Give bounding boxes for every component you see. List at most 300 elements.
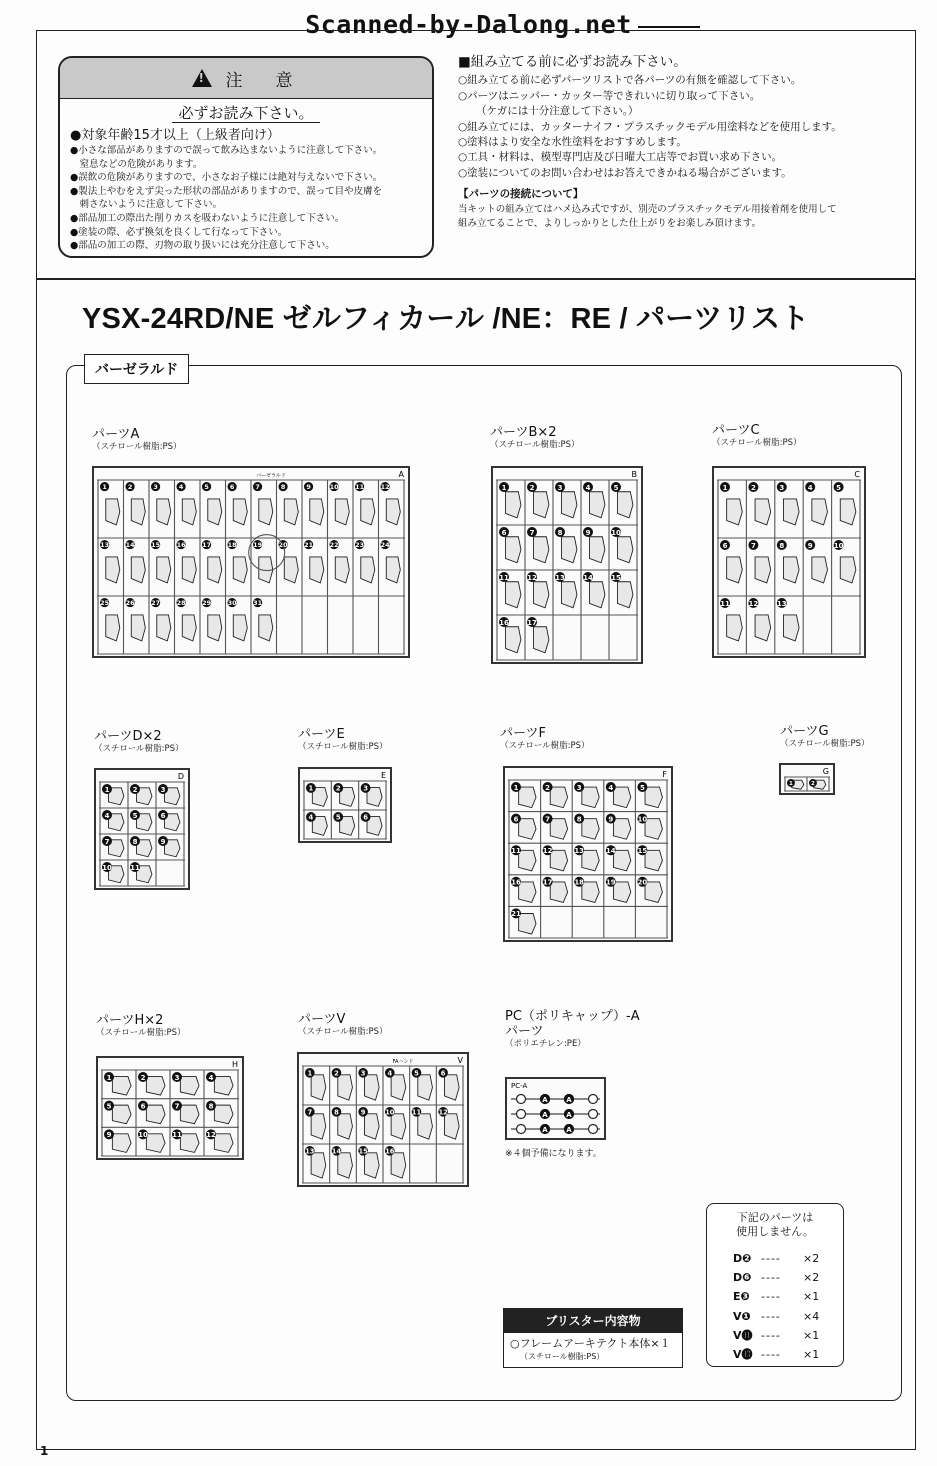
part-number: 22 <box>329 541 339 550</box>
caution-item: ●部品加工の際出た削りカスを吸わないように注意して下さい。 <box>70 212 345 224</box>
sprue-part <box>259 615 273 641</box>
sprue-part <box>338 1114 353 1139</box>
part-number: 8 <box>779 541 785 550</box>
sprue-part <box>645 850 662 871</box>
sprue-part <box>131 499 145 525</box>
part-number: 23 <box>355 541 365 550</box>
sprue-part <box>335 499 349 525</box>
part-number: 7 <box>545 815 551 824</box>
sprue-part <box>783 557 799 583</box>
blister-line: ○フレームアーキテクト本体×１ <box>510 1337 671 1350</box>
part-number: 2 <box>811 781 815 788</box>
part-number: 10 <box>611 528 621 537</box>
part-number: 16 <box>499 618 509 627</box>
scan-credit: Scanned-by-Dalong.net <box>0 10 937 39</box>
sprue-drawing <box>96 770 188 888</box>
sprue-part <box>506 627 521 653</box>
part-number: 7 <box>750 541 756 550</box>
part-v-heading <box>298 1012 388 1038</box>
caution-header <box>60 58 432 99</box>
sprue-part <box>418 1114 433 1139</box>
polycap-mark: A <box>566 1126 572 1134</box>
sprue-part <box>112 1076 131 1095</box>
part-number: 7 <box>255 483 260 492</box>
part-number: 5 <box>613 483 619 492</box>
sprue-part <box>214 1134 233 1153</box>
part-number: 12 <box>527 573 537 582</box>
part-number: 3 <box>174 1073 180 1082</box>
part-number: 5 <box>132 811 138 820</box>
part-number: 27 <box>151 599 161 608</box>
caution-item: 刺さないように注意して下さい。 <box>70 199 223 211</box>
part-number: 9 <box>106 1131 112 1140</box>
part-number: 10 <box>138 1131 148 1140</box>
part-number: 9 <box>807 541 813 550</box>
sprue-part <box>157 615 171 641</box>
part-number: 17 <box>542 878 553 887</box>
part-number: 2 <box>750 483 756 492</box>
part-number: 3 <box>779 483 785 492</box>
sprue-part <box>519 914 536 935</box>
note-item: ○工具・材料は、模型専門店及び日曜大工店等でお買い求め下さい。 <box>458 151 783 164</box>
part-label: パーツG <box>780 724 829 739</box>
sprue-part <box>214 1105 233 1124</box>
unused-list <box>733 1249 843 1364</box>
sprue-part <box>562 582 577 608</box>
sprue-part <box>582 882 599 903</box>
sprue-part <box>208 499 222 525</box>
part-number: 5 <box>836 483 842 492</box>
part-number: 14 <box>605 846 616 855</box>
part-material: （スチロール樹脂:PS） <box>92 442 182 452</box>
part-number: 28 <box>176 599 186 608</box>
sprue-part <box>550 882 567 903</box>
part-number: 17 <box>202 541 212 550</box>
sprue-part <box>519 819 536 840</box>
sprue-part <box>208 557 222 583</box>
part-number: 2 <box>132 785 138 794</box>
part-number: 11 <box>499 573 509 582</box>
sprue-part <box>180 1076 199 1095</box>
sprue-part <box>386 499 400 525</box>
part-number: 10 <box>385 1108 395 1117</box>
note-item: ○組み立てには、カッターナイフ・プラスチックモデル用塗料などを使用します。 <box>458 120 842 133</box>
sprue-part <box>391 1075 406 1100</box>
part-number: 21 <box>304 541 314 550</box>
sprue-part <box>534 627 549 653</box>
sprue-part <box>783 499 799 525</box>
part-label: パーツH×2 <box>96 1013 164 1028</box>
polycap <box>589 1110 598 1119</box>
part-number: 3 <box>153 483 158 492</box>
sprue-drawing <box>781 765 833 793</box>
sprue-part <box>361 557 375 583</box>
part-number: 4 <box>807 483 813 492</box>
sprue-part <box>131 557 145 583</box>
part-d-heading <box>94 729 184 755</box>
part-number: 3 <box>360 1069 366 1078</box>
sprue-part <box>106 557 120 583</box>
part-number: 1 <box>106 1073 112 1082</box>
sprue-part <box>727 557 743 583</box>
polycap <box>517 1095 526 1104</box>
part-material: （スチロール樹脂:PS） <box>96 1028 186 1038</box>
sprue-part <box>590 582 605 608</box>
sprue-part <box>180 1105 199 1124</box>
part-material: （スチロール樹脂:PS） <box>298 1027 388 1037</box>
sprue-part <box>157 557 171 583</box>
sprue-part <box>182 615 196 641</box>
sprue-part <box>208 615 222 641</box>
caution-item: ●小さな部品がありますので誤って飲み込まないように注意して下さい。 <box>70 145 383 156</box>
assembly-notes <box>458 55 908 231</box>
part-number: 1 <box>104 785 110 794</box>
sprue-part <box>519 882 536 903</box>
caution-item: ●対象年齢15才以上（上級者向け） <box>70 128 280 143</box>
sprue-part <box>534 537 549 563</box>
part-number: 4 <box>104 811 110 820</box>
part-label: パーツV <box>298 1012 346 1027</box>
sprue-drawing <box>94 468 408 656</box>
part-number: 6 <box>501 528 507 537</box>
part-number: 7 <box>529 528 535 537</box>
runner-g <box>779 763 835 795</box>
sprue-part <box>840 499 856 525</box>
part-number: 2 <box>335 784 341 793</box>
part-label: パーツC <box>712 423 760 438</box>
part-number: 7 <box>307 1108 313 1117</box>
note-item: ○塗装についてのお問い合わせはお答えできかねる場合がございます。 <box>458 166 792 179</box>
part-number: 4 <box>208 1073 214 1082</box>
part-number: 7 <box>174 1102 180 1111</box>
sprue-part <box>146 1076 165 1095</box>
part-number: 2 <box>140 1073 146 1082</box>
part-number: 8 <box>280 483 286 492</box>
part-number: 5 <box>639 783 645 792</box>
sprue-part <box>214 1076 233 1095</box>
sprue-part <box>364 1114 379 1139</box>
part-number: 30 <box>227 599 237 608</box>
part-number: 13 <box>574 846 585 855</box>
sprue-part <box>182 499 196 525</box>
runner-a <box>92 466 410 658</box>
sprue-part <box>618 492 633 518</box>
polycap-mark: A <box>566 1111 572 1119</box>
part-number: 13 <box>776 599 787 608</box>
sprue-part <box>112 1105 131 1124</box>
sprue-part <box>106 615 120 641</box>
caution-list <box>70 127 432 253</box>
sprue-part <box>335 557 349 583</box>
notes-heading: ■組み立てる前に必ずお読み下さい。 <box>458 54 687 70</box>
caution-item: 窒息などの危険があります。 <box>70 158 203 170</box>
sprue-part <box>284 557 298 583</box>
sprue-part <box>444 1114 459 1139</box>
part-number: 16 <box>176 541 186 550</box>
sprue-part <box>582 787 599 808</box>
caution-box <box>58 56 434 258</box>
sprue-part <box>812 499 828 525</box>
part-number: 8 <box>334 1108 339 1117</box>
runner-subtag: バーゼラルド <box>256 473 286 479</box>
part-number: 10 <box>637 815 648 824</box>
part-number: 10 <box>329 483 339 492</box>
sprue-part <box>519 787 536 808</box>
part-number: 8 <box>132 837 138 846</box>
part-number: 4 <box>387 1069 393 1078</box>
part-number: 3 <box>576 783 582 792</box>
polycap-mark: A <box>542 1096 548 1104</box>
section-label: バーゼラルド <box>84 354 189 384</box>
polycap <box>589 1095 598 1104</box>
part-number: 12 <box>542 846 553 855</box>
part-number: 18 <box>574 878 585 887</box>
sprue-part <box>391 1153 406 1178</box>
sprue-part <box>618 537 633 563</box>
part-b-heading <box>490 425 580 451</box>
caution-title: 注 意 <box>225 70 301 91</box>
part-number: 5 <box>414 1069 419 1078</box>
part-number: 29 <box>202 599 212 608</box>
part-number: 12 <box>380 483 390 492</box>
sprue-part <box>812 557 828 583</box>
sprue-part <box>550 819 567 840</box>
part-number: 2 <box>334 1069 339 1078</box>
unused-item: V⓭ ---- ×1 <box>733 1348 820 1362</box>
sprue-part <box>182 557 196 583</box>
sprue-part <box>562 492 577 518</box>
unused-item: E❸ ---- ×1 <box>733 1290 820 1304</box>
sprue-drawing <box>507 1079 604 1138</box>
sprue-part <box>157 499 171 525</box>
sprue-part <box>506 537 521 563</box>
unused-item: V❶ ---- ×4 <box>733 1309 820 1323</box>
sprue-part <box>618 582 633 608</box>
sprue-part <box>391 1114 406 1139</box>
part-number: 31 <box>253 599 263 608</box>
part-number: 5 <box>204 483 209 492</box>
part-number: 15 <box>358 1147 368 1156</box>
note-item: ○組み立てる前に必ずパーツリストで各パーツの有無を確認して下さい。 <box>458 74 802 87</box>
polycap <box>517 1125 526 1134</box>
part-label: PC（ポリキャップ）-A <box>505 1009 640 1024</box>
part-number: 18 <box>227 541 237 550</box>
sprue-part <box>840 557 856 583</box>
part-number: 8 <box>557 528 563 537</box>
sprue-part <box>284 499 298 525</box>
part-number: 1 <box>501 483 507 492</box>
sprue-part <box>233 499 247 525</box>
part-label: パーツD×2 <box>94 729 162 744</box>
connection-text: 当キットの組み立てはハメ込み式ですが、別売のプラスチックモデル用接着剤を使用して <box>458 203 837 215</box>
part-number: 4 <box>585 483 591 492</box>
sprue-part <box>311 1075 326 1100</box>
part-c-heading <box>712 423 802 449</box>
sprue-part <box>755 499 771 525</box>
sprue-part <box>590 492 605 518</box>
part-number: 4 <box>608 783 614 792</box>
sprue-part <box>233 557 247 583</box>
part-number: 4 <box>308 813 314 822</box>
runner-v <box>297 1052 469 1187</box>
sprue-drawing <box>299 1054 467 1185</box>
sprue-drawing <box>505 768 671 940</box>
caution-item: ●製法上やむをえず尖った形状の部品がありますので、誤って目や皮膚を <box>70 185 383 197</box>
part-number: 10 <box>102 863 112 872</box>
part-number: 13 <box>305 1147 315 1156</box>
polycap-mark: A <box>566 1096 572 1104</box>
part-number: 19 <box>253 541 263 550</box>
part-number: 2 <box>127 483 133 492</box>
sprue-drawing <box>98 1058 242 1158</box>
blister-contents <box>503 1332 683 1368</box>
part-f-heading <box>500 726 590 752</box>
part-number: 13 <box>555 573 565 582</box>
part-label: パーツE <box>298 727 345 742</box>
part-number: 16 <box>511 878 521 887</box>
sprue-part <box>338 1153 353 1178</box>
part-number: 9 <box>360 1108 366 1117</box>
part-material: （スチロール樹脂:PS） <box>500 741 590 751</box>
polycap <box>517 1110 526 1119</box>
part-number: 11 <box>172 1131 182 1140</box>
part-number: 11 <box>411 1108 422 1117</box>
unused-title: 下記のパーツは 使用しません。 <box>736 1211 814 1238</box>
part-material: （スチロール樹脂:PS） <box>298 742 388 752</box>
sprue-part <box>582 850 599 871</box>
part-number: 1 <box>722 483 728 492</box>
sprue-part <box>562 537 577 563</box>
sprue-part <box>550 787 567 808</box>
part-number: 15 <box>637 846 648 855</box>
runner-tag: H <box>231 1060 238 1069</box>
sprue-part <box>444 1075 459 1100</box>
part-a-heading <box>92 427 182 453</box>
sprue-part <box>361 499 375 525</box>
part-number: 17 <box>527 618 537 627</box>
part-number: 13 <box>100 541 110 550</box>
part-number: 8 <box>208 1102 214 1111</box>
sprue-part <box>418 1075 433 1100</box>
part-material: （スチロール樹脂:PS） <box>94 744 184 754</box>
sprue-part <box>645 787 662 808</box>
part-number: 21 <box>511 910 521 919</box>
sprue-part <box>783 615 799 641</box>
runner-h <box>96 1056 244 1160</box>
sprue-part <box>506 492 521 518</box>
sprue-drawing <box>493 468 641 662</box>
part-g-heading <box>780 724 870 750</box>
sprue-part <box>506 582 521 608</box>
sprue-part <box>259 499 273 525</box>
part-label: パーツB×2 <box>490 425 557 440</box>
caution-item: ●誤飲の危険がありますので、小さなお子様には絶対与えないで下さい。 <box>70 172 383 184</box>
part-number: 3 <box>557 483 563 492</box>
sprue-part <box>112 1134 131 1153</box>
part-number: 14 <box>331 1147 342 1156</box>
part-number: 6 <box>440 1069 446 1078</box>
part-number: 5 <box>335 813 341 822</box>
runner-tag: C <box>854 470 860 479</box>
note-item: （ケガには十分注意して下さい。） <box>476 105 639 118</box>
caution-item: ●部品の加工の際、刃物の取り扱いには充分注意して下さい。 <box>70 240 335 252</box>
part-number: 19 <box>605 878 616 887</box>
sprue-part <box>613 850 630 871</box>
sprue-part <box>550 850 567 871</box>
part-number: 9 <box>306 483 311 492</box>
page-number: 1 <box>40 1444 49 1458</box>
part-number: 6 <box>363 813 368 822</box>
sprue-part <box>311 1153 326 1178</box>
runner-d <box>94 768 190 890</box>
connection-heading: 【パーツの接続について】 <box>458 188 584 201</box>
pc-spare-note: ※４個予備になります。 <box>505 1149 602 1159</box>
runner-c <box>712 466 866 658</box>
part-number: 12 <box>748 599 759 608</box>
part-number: 12 <box>206 1131 216 1140</box>
part-number: 10 <box>833 541 844 550</box>
sprue-part <box>534 582 549 608</box>
part-material: （ポリエチレン:PE） <box>505 1039 586 1049</box>
runner-tag: PC-A <box>511 1082 528 1090</box>
unused-item: D❻ ---- ×2 <box>733 1271 820 1285</box>
part-number: 11 <box>355 483 365 492</box>
part-number: 7 <box>104 837 110 846</box>
part-number: 2 <box>545 783 551 792</box>
part-number: 6 <box>229 483 235 492</box>
part-number: 15 <box>151 541 161 550</box>
part-number: 9 <box>608 815 614 824</box>
part-number: 26 <box>125 599 135 608</box>
note-item: ○パーツはニッパー・カッター等できれいに切り取って下さい。 <box>458 89 761 102</box>
part-material: （スチロール樹脂:PS） <box>712 438 802 448</box>
part-number: 25 <box>100 599 110 608</box>
sprue-part <box>310 557 324 583</box>
sprue-drawing <box>714 468 864 656</box>
blister-material: （スチロール樹脂:PS） <box>520 1352 605 1361</box>
part-number: 11 <box>720 599 730 608</box>
part-label: パーツF <box>500 726 546 741</box>
sprue-part <box>613 787 630 808</box>
sprue-drawing <box>300 769 390 841</box>
runner-subtag: FAハンド <box>392 1059 414 1065</box>
sprue-part <box>727 615 743 641</box>
part-number: 3 <box>363 784 368 793</box>
part-number: 15 <box>611 573 621 582</box>
connection-text: 組み立てることで、よりしっかりとした仕上がりをお楽しみ頂けます。 <box>458 217 762 229</box>
sprue-part <box>338 1075 353 1100</box>
sprue-part <box>131 615 145 641</box>
part-e-heading <box>298 727 388 753</box>
unused-item: D❷ ---- ×2 <box>733 1252 820 1265</box>
part-number: 11 <box>130 863 140 872</box>
part-label: パーツ <box>505 1024 544 1039</box>
sprue-part <box>645 882 662 903</box>
sprue-part <box>613 882 630 903</box>
part-number: 11 <box>511 846 521 855</box>
polycap-mark: A <box>542 1126 548 1134</box>
sprue-part <box>146 1134 165 1153</box>
sprue-part <box>180 1134 199 1153</box>
part-number: 9 <box>585 528 591 537</box>
part-number: 5 <box>106 1102 112 1111</box>
runner-f <box>503 766 673 942</box>
part-material: （スチロール樹脂:PS） <box>490 440 580 450</box>
part-pc-heading <box>505 1009 640 1050</box>
part-number: 1 <box>513 783 519 792</box>
sprue-part <box>146 1105 165 1124</box>
unused-parts-box <box>706 1203 844 1367</box>
